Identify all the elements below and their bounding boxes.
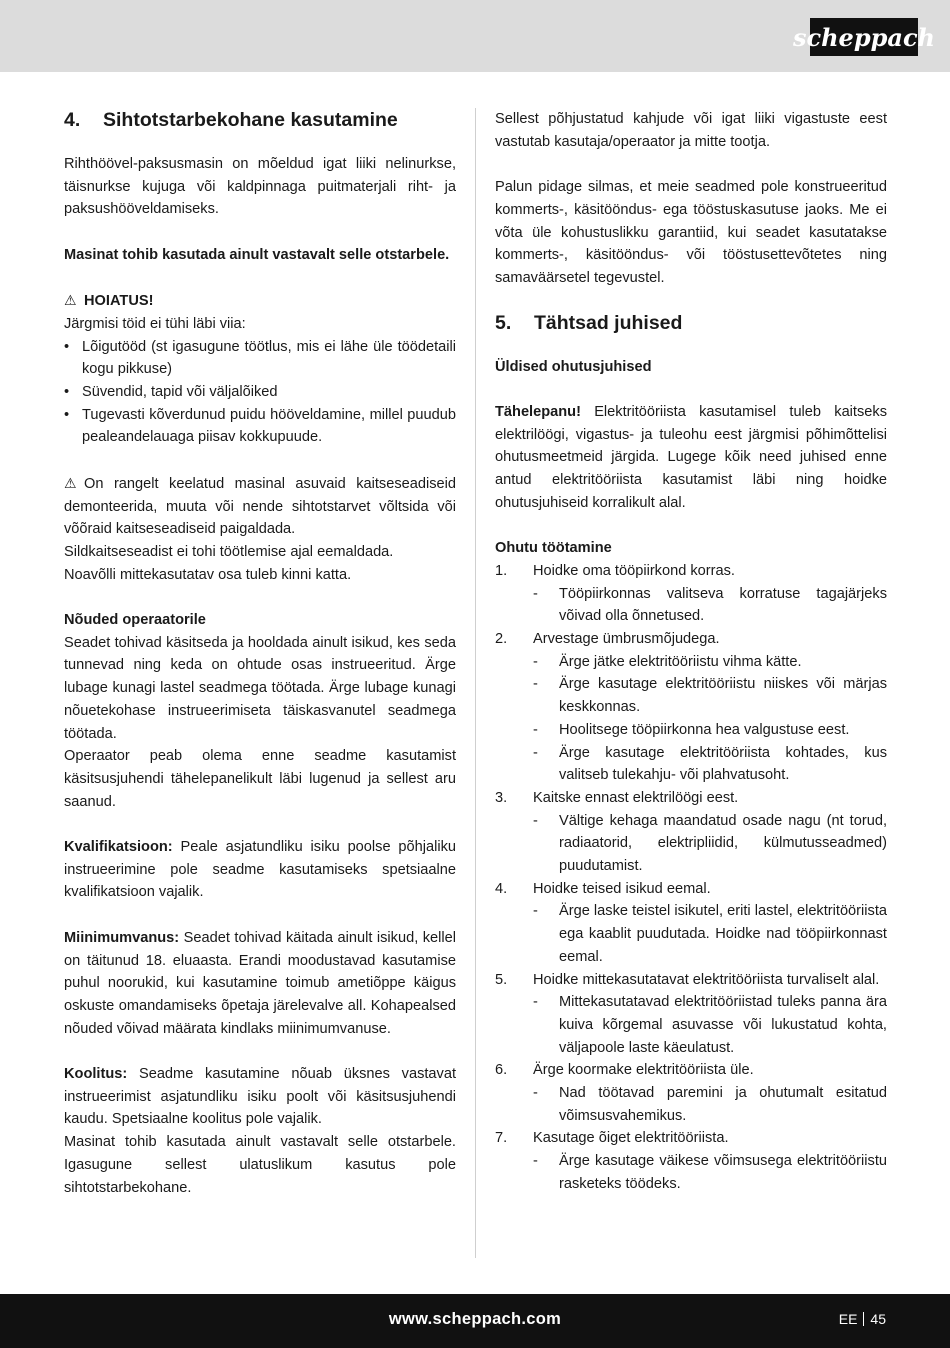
intro-text: Rihthöövel-paksusmasin on mõeldud igat liiki nelinurkse, täisnurkse kujuga või kaldpinnaga puitmaterjali riht- ja paksushööveldamiseks. [64, 156, 456, 218]
bridge-guard-text: Sildkaitseseadist ei tohi töötlemise ajal eemaldada. [64, 543, 394, 560]
item-text: Kasutage õiget elektritööriista. [533, 1130, 729, 1147]
page-indicator [839, 1311, 886, 1327]
dash-marker: - [533, 585, 538, 602]
page-header [0, 0, 950, 72]
training-text: Koolitus: Seadme kasutamine nõuab üksnes vastavat instrueerimist asjatundliku isiku poolt või käsitsusjuhendi kaudu. Spetsiaalne koolitus pole vajalik. [64, 1066, 457, 1128]
operator-text-2: Operaator peab olema enne seadme kasutamist käsitsusjuhendi tähelepanelikult läbi lugenud ja sellest aru saanud. [64, 748, 456, 810]
safe-working-list [495, 560, 887, 1196]
final-use-text: Masinat tohib kasutada ainult vastavalt selle otstarbele. Igasugune sellest ulatuslikum kasutus pole sihtotstarbekohane. [64, 1134, 456, 1196]
warning-list [64, 336, 456, 450]
column-divider [475, 108, 476, 1258]
safe-working-heading: Ohutu töötamine [495, 540, 612, 557]
warning-title: HOIATUS! [84, 293, 154, 310]
sub-item: - Ärge kasutage elektritööriista kohtades, kus valitseb tulekahju- või plahvatusoht. [495, 742, 887, 787]
commercial-use-text: Palun pidage silmas, et meie seadmed pole konstrueeritud kommerts-, käsitööndus- ega tööstuskasutuse jaoks. Me ei võta üle kohustuslikku garantiid, kui seadet kasutatakse kommerts-, käsitööndus- või tööstusettevõtetes ning samaväärsetel tegevustel. [495, 179, 887, 286]
bullet-marker: • [64, 406, 70, 423]
dash-marker: - [533, 1153, 538, 1170]
item-number: 5. [495, 971, 508, 988]
prohibited-text: ⚠ On rangelt keelatud masinal asuvaid kaitseseadiseid demonteerida, muuta või nende sihtotstarvet võltsida või võõraid kaitseseadiseid paigaldada. [64, 472, 456, 541]
item-text: Arvestage ümbrusmõjudega. [533, 631, 720, 648]
sub-item: - Hoolitsege tööpiirkonna hea valgustuse eest. [495, 719, 887, 742]
bullet-marker: • [64, 384, 70, 400]
dash-marker: - [533, 903, 538, 920]
list-item [495, 969, 887, 992]
dash-marker: - [533, 721, 538, 738]
warning-heading [64, 289, 456, 313]
item-number: 6. [495, 1062, 508, 1079]
list-item [495, 560, 887, 583]
attention-text: Tähelepanu! Elektritööriista kasutamisel tuleb kaitseks elektrilöögi, vigastus- ja tuleohu eest järgmisi põhimõttelisi ohutusmeetmeid järgida. Lugege kõik need juhised enne antud elektritööriista kasutamist läbi ning hoidke ohutusjuhiseid korralikult alal. [495, 404, 887, 511]
minimum-age-text: Miinimumvanus: Seadet tohivad käitada ainult isikud, kellel on täitunud 18. eluaasta. Erandi moodustavad kasutamise puhul noorukid, kui kasutamine toimub ametiõppe käigus oskuste omandamiseks õpetaja järelevalve all. Kohapealsed nõuded võivad määrata kindlaks miinimumvanuse. [64, 929, 456, 1037]
item-text: Kaitske ennast elektrilöögi eest. [533, 789, 739, 806]
sub-item: - Mittekasutatavad elektritööriistad tuleks panna ära kuiva kõrgemal asuvasse või lukustatud kohta, väljapoole laste käeulatust. [495, 991, 887, 1059]
list-item: • Süvendid, tapid või väljalõiked [64, 381, 456, 404]
warning-intro: Järgmisi töid ei tühi läbi viia: [64, 315, 246, 332]
item-number: 1. [495, 562, 508, 579]
website-url: www.scheppach.com [388, 1310, 562, 1328]
warning-icon: ⚠ [64, 292, 77, 309]
liability-text: Sellest põhjustatud kahjude või igat liiki vigastuste eest vastutab kasutaja/operaator ja mitte tootja. [495, 111, 887, 150]
right-column [495, 108, 887, 1196]
warning-icon: ⚠ [64, 474, 77, 491]
language-code: EE [838, 1311, 858, 1327]
section-title: Tähtsad juhised [534, 311, 683, 334]
section-number: 5. [495, 311, 512, 334]
list-item [495, 787, 887, 810]
dash-marker: - [533, 994, 538, 1011]
shaft-cover-text: Noavõlli mittekasutatav osa tuleb kinni katta. [64, 566, 352, 583]
item-number: 3. [495, 789, 508, 806]
sub-item: - Nad töötavad paremini ja ohutumalt esitatud võimsusvahemikus. [495, 1082, 887, 1127]
item-text: Hoidke mittekasutatavat elektritööriista turvaliselt alal. [533, 971, 880, 988]
sub-item: - Tööpiirkonnas valitseva korratuse tagajärjeks võivad olla õnnetused. [495, 583, 887, 628]
page-footer [0, 1294, 950, 1348]
sub-item: - Ärge jätke elektritööriistu vihma kätte. [495, 651, 887, 674]
item-text: Hoidke oma tööpiirkond korras. [533, 562, 735, 579]
general-safety-heading: Üldised ohutusjuhised [495, 358, 652, 375]
item-number: 2. [495, 631, 508, 648]
section-4-heading [64, 108, 456, 132]
intended-use-notice: Masinat tohib kasutada ainult vastavalt selle otstarbele. [64, 246, 450, 263]
section-5-heading [495, 311, 887, 335]
dash-marker: - [533, 812, 538, 829]
sub-item: - Ärge laske teistel isikutel, eriti lastel, elektritööriista ega kaablit puudutada. Hoidke nad tööpiirkonnast eemal. [495, 900, 887, 968]
list-item [495, 628, 887, 651]
operator-text-1: Seadet tohivad käsitseda ja hooldada ainult isikud, kes seda tunnevad ning keda on ohtude osas instrueeritud. Ärge lubage kunagi lastel seadmega töötada. Ärge lubage kunagi nõuetekohase instrueerimiseta täiskasvanutel seadmega töötada. [64, 634, 456, 742]
list-item: • Lõigutööd (st igasugune töötlus, mis ei lähe üle töödetaili kogu pikkuse) [64, 336, 456, 381]
item-number: 7. [495, 1130, 508, 1147]
section-title: Sihtotstarbekohane kasutamine [103, 109, 398, 131]
item-text: Ärge koormake elektritööriista üle. [533, 1062, 754, 1079]
list-item [495, 1059, 887, 1082]
section-number: 4. [64, 109, 81, 131]
scheppach-logo: scheppach [810, 18, 918, 56]
list-item [495, 878, 887, 901]
item-text: Hoidke teised isikud eemal. [533, 880, 711, 897]
left-column [64, 108, 456, 1199]
dash-marker: - [533, 744, 538, 761]
list-item: • Tugevasti kõverdunud puidu hööveldamine, millel puudub pealeandelauaga piisav kokkupuude. [64, 404, 456, 449]
dash-marker: - [533, 1085, 538, 1102]
page-number: 45 [870, 1311, 886, 1327]
sub-item: - Ärge kasutage elektritööriistu niiskes või märjas keskkonnas. [495, 673, 887, 718]
sub-item: - Vältige kehaga maandatud osade nagu (nt torud, radiaatorid, elektripliidid, külmutusseadmed) puudutamist. [495, 810, 887, 878]
bullet-marker: • [64, 338, 70, 355]
qualification-text: Kvalifikatsioon: Peale asjatundliku isiku poolse põhjaliku instrueerimine pole seadme kasutamiseks spetsiaalne kvalifikatsioon vajalik. [64, 839, 456, 901]
item-number: 4. [495, 880, 508, 897]
dash-marker: - [533, 676, 538, 693]
sub-item: - Ärge kasutage väikese võimsusega elektritööriistu rasketeks töödeks. [495, 1150, 887, 1195]
operator-heading: Nõuded operaatorile [64, 612, 206, 628]
dash-marker: - [533, 653, 538, 670]
list-item [495, 1127, 887, 1150]
